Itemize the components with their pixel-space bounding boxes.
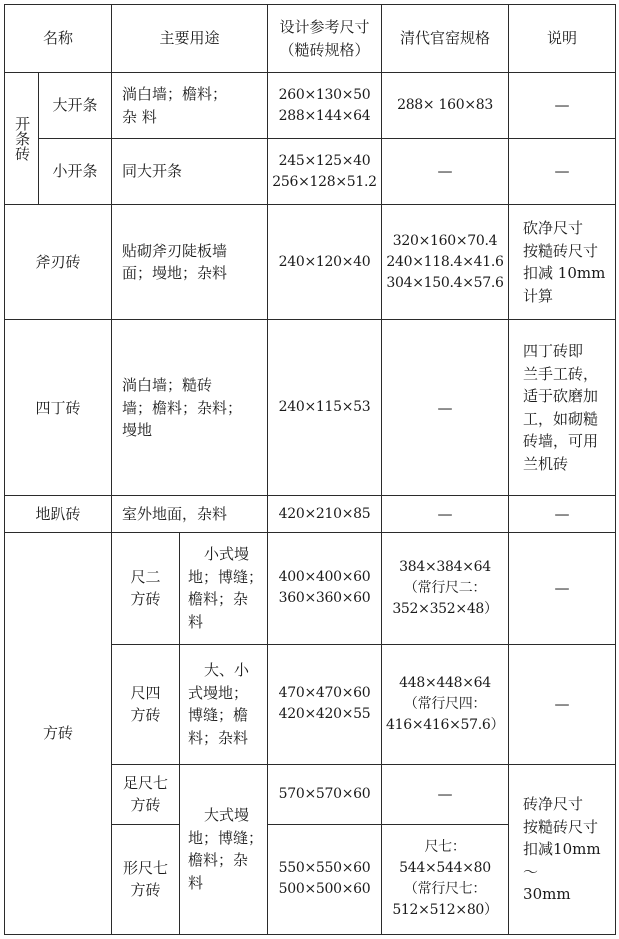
siding-note: 四丁砖即 兰手工砖， 适于砍磨加 工，如砌糙 砖墙，可用 兰机砖 bbox=[509, 320, 616, 496]
dipa-use: 室外地面，杂料 bbox=[112, 496, 268, 532]
dipa-design: 420×210×85 bbox=[268, 496, 382, 532]
header-note: 说明 bbox=[509, 5, 616, 73]
da-kaitiao-qing: 288× 160×83 bbox=[382, 73, 509, 139]
siding-name: 四丁砖 bbox=[5, 320, 112, 496]
chier-use: 小式墁 地；博缝； 檐料；杂 料 bbox=[180, 532, 268, 644]
chisi-note: — bbox=[509, 644, 616, 764]
xingchiqi-name: 形尺七 方砖 bbox=[112, 824, 180, 934]
zuchiqi-qing: — bbox=[382, 764, 509, 824]
header-use: 主要用途 bbox=[112, 5, 268, 73]
chiqi-note: 砖净尺寸 按糙砖尺寸 扣减10mm～ 30mm bbox=[509, 764, 616, 934]
table-row bbox=[5, 320, 616, 496]
table-row bbox=[5, 73, 616, 139]
furen-note: 砍净尺寸 按糙砖尺寸 扣减 10mm 计算 bbox=[509, 205, 616, 320]
da-kaitiao-design: 260×130×50 288×144×64 bbox=[268, 73, 382, 139]
table-row bbox=[5, 139, 616, 205]
zuchiqi-design: 570×570×60 bbox=[268, 764, 382, 824]
table-row bbox=[5, 496, 616, 532]
table-row bbox=[5, 205, 616, 320]
xiao-kaitiao-use: 同大开条 bbox=[112, 139, 268, 205]
furen-use: 贴砌斧刃陡板墙 面；墁地；杂料 bbox=[112, 205, 268, 320]
furen-design: 240×120×40 bbox=[268, 205, 382, 320]
chiqi-use: 大式墁 地；博缝； 檐料；杂 料 bbox=[180, 764, 268, 934]
xiao-kaitiao-design: 245×125×40 256×128×51.2 bbox=[268, 139, 382, 205]
header-qing-spec: 清代官窑规格 bbox=[382, 5, 509, 73]
da-kaitiao-use: 淌白墙；檐料； 杂 料 bbox=[112, 73, 268, 139]
chisi-design: 470×470×60 420×420×55 bbox=[268, 644, 382, 764]
xiao-kaitiao-qing: — bbox=[382, 139, 509, 205]
xiao-kaitiao-note: — bbox=[509, 139, 616, 205]
chier-name: 尺二 方砖 bbox=[112, 532, 180, 644]
dipa-note: — bbox=[509, 496, 616, 532]
siding-qing: — bbox=[382, 320, 509, 496]
brick-spec-table bbox=[4, 4, 616, 935]
chier-design: 400×400×60 360×360×60 bbox=[268, 532, 382, 644]
xiao-kaitiao-name: 小开条 bbox=[39, 139, 112, 205]
header-row bbox=[5, 5, 616, 73]
siding-use: 淌白墙；糙砖 墙；檐料；杂料； 墁地 bbox=[112, 320, 268, 496]
furen-qing: 320×160×70.4 240×118.4×41.6 304×150.4×57.6 bbox=[382, 205, 509, 320]
xingchiqi-qing: 尺七： 544×544×80 （常行尺七： 512×512×80） bbox=[382, 824, 509, 934]
da-kaitiao-name: 大开条 bbox=[39, 73, 112, 139]
header-design-size: 设计参考尺寸 （糙砖规格） bbox=[268, 5, 382, 73]
zuchiqi-name: 足尺七 方砖 bbox=[112, 764, 180, 824]
xingchiqi-design: 550×550×60 500×500×60 bbox=[268, 824, 382, 934]
chier-qing: 384×384×64 （常行尺二： 352×352×48） bbox=[382, 532, 509, 644]
chisi-name: 尺四 方砖 bbox=[112, 644, 180, 764]
chier-note: — bbox=[509, 532, 616, 644]
chisi-use: 大、小 式墁地； 博缝；檐 料；杂料 bbox=[180, 644, 268, 764]
da-kaitiao-note: — bbox=[509, 73, 616, 139]
fang-group-name: 方砖 bbox=[5, 532, 112, 934]
siding-design: 240×115×53 bbox=[268, 320, 382, 496]
dipa-qing: — bbox=[382, 496, 509, 532]
chisi-qing: 448×448×64 （常行尺四： 416×416×57.6） bbox=[382, 644, 509, 764]
kaitiao-group-cell: 开条砖 bbox=[5, 73, 39, 205]
furen-name: 斧刃砖 bbox=[5, 205, 112, 320]
header-name: 名称 bbox=[5, 5, 112, 73]
table-row bbox=[5, 532, 616, 644]
dipa-name: 地趴砖 bbox=[5, 496, 112, 532]
